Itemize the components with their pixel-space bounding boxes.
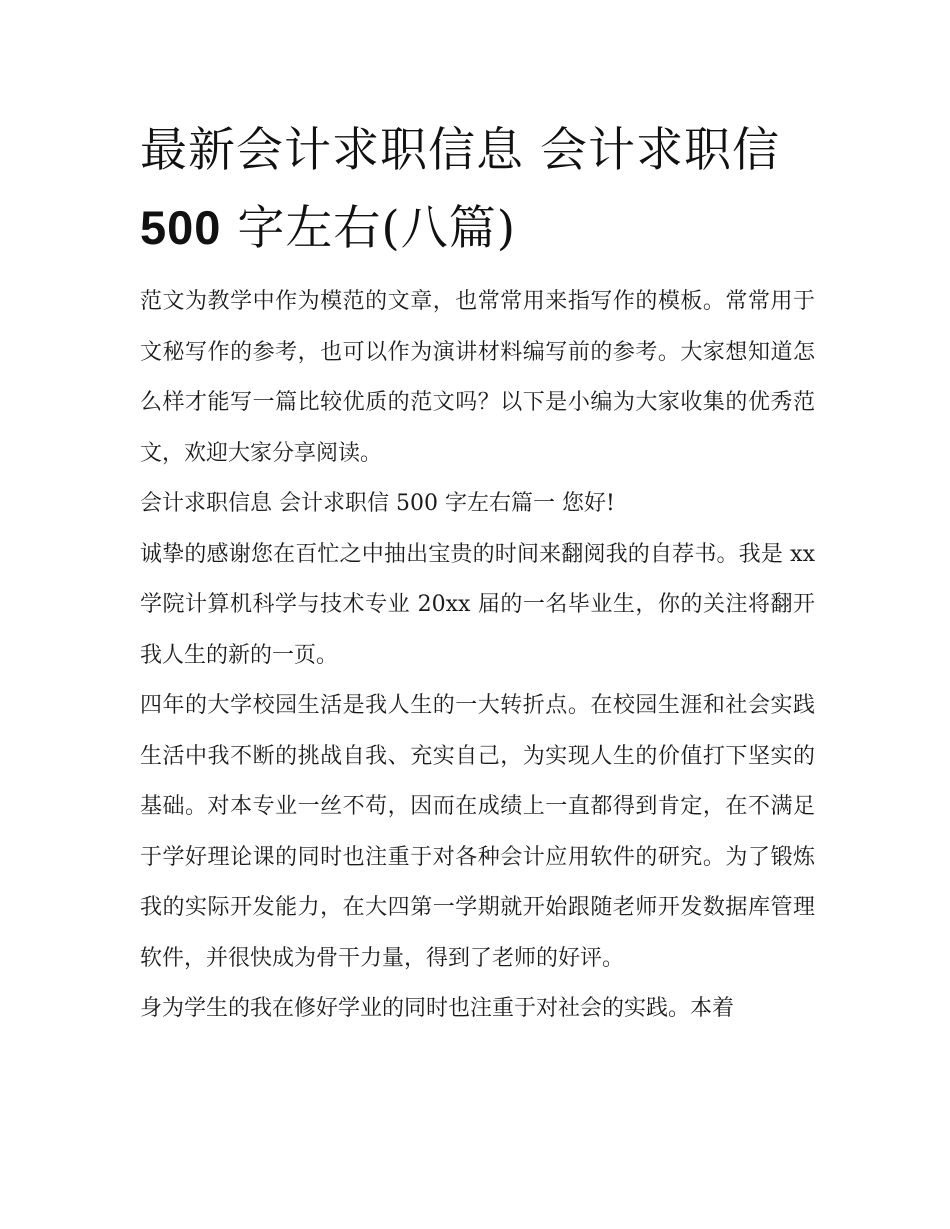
paragraph-intro: 范文为教学中作为模范的文章，也常常用来指写作的模板。常常用于文秘写作的参考，也可以作为演讲材料编写前的参考。大家想知道怎么样才能写一篇比较优质的范文吗？以下是小编为大家收集的优秀范文，欢迎大家分享阅读。 [140,289,815,466]
paragraph-thanks: 诚挚的感谢您在百忙之中抽出宝贵的时间来翻阅我的自荐书。我是 xx 学院计算机科学与技术专业 20xx 届的一名毕业生，你的关注将翻开我人生的新的一页。 [140,541,815,668]
title-line-2-text: 字左右(八篇) [221,201,517,256]
title-line-1: 最新会计求职信息 会计求职信 [140,123,780,178]
paragraph-heading: 会计求职信息 会计求职信 500 字左右篇一 您好! [140,491,615,516]
title-number: 500 [140,201,222,254]
document-content [140,112,815,1035]
document-body [140,277,815,1035]
title-line-2 [140,189,815,267]
document-title [140,112,815,267]
paragraph-university-life: 四年的大学校园生活是我人生的一大转折点。在校园生涯和社会实践生活中我不断的挑战自我、充实自己，为实现人生的价值打下坚实的基础。对本专业一丝不苟，因而在成绩上一直都得到肯定，在不满足于学好理论课的同时也注重于对各种会计应用软件的研究。为了锻炼我的实际开发能力，在大四第一学期就开始跟随老师开发数据库管理软件，并很快成为骨干力量，得到了老师的好评。 [140,693,815,971]
paragraph-social-practice: 身为学生的我在修好学业的同时也注重于对社会的实践。本着 [140,996,735,1021]
